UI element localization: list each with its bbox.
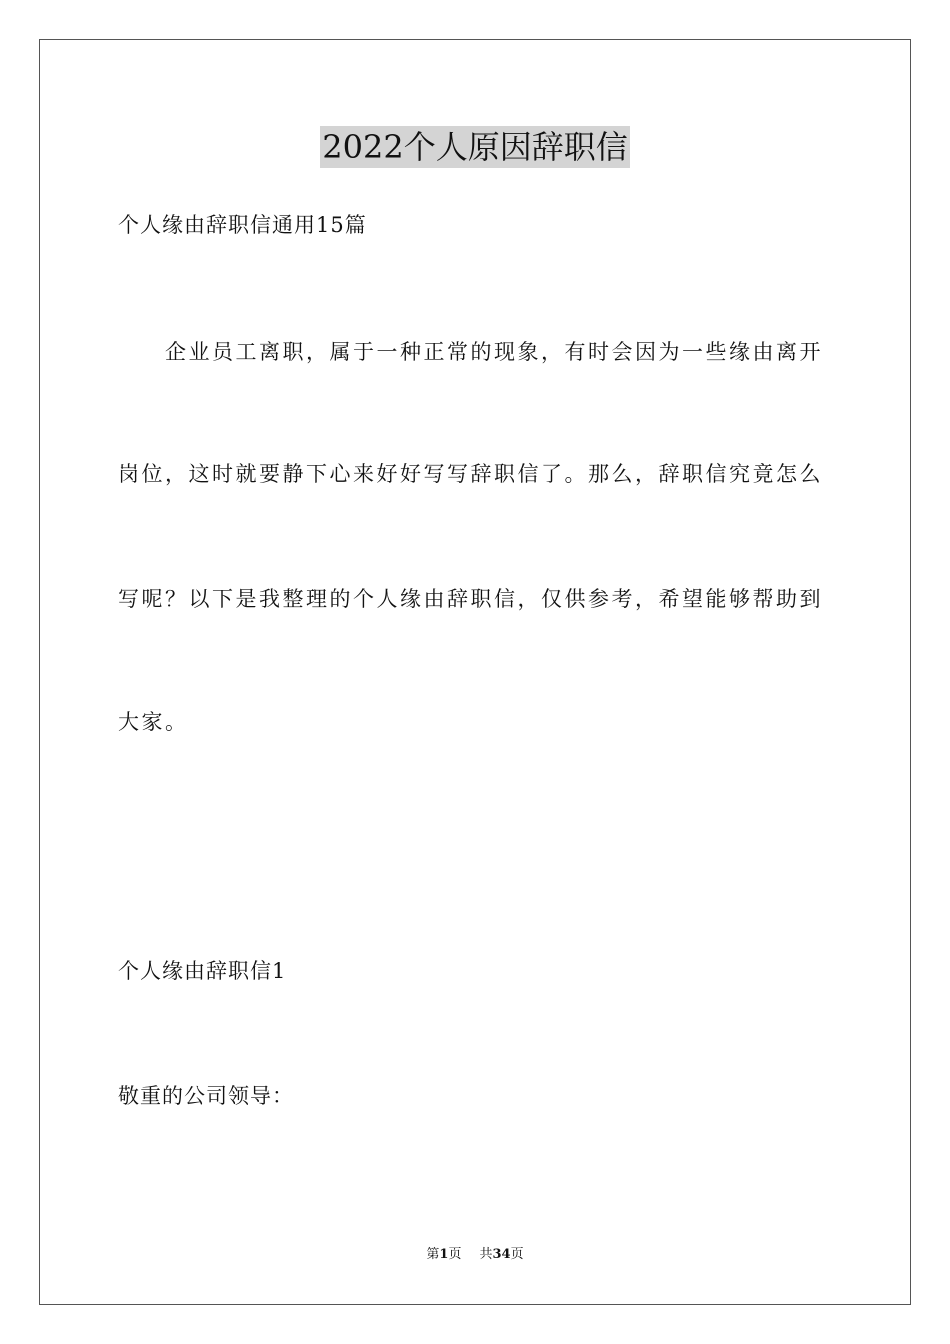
intro-paragraph-line: 写呢？以下是我整理的个人缘由辞职信，仅供参考，希望能够帮助到 — [118, 587, 823, 611]
document-title: 2022个人原因辞职信 — [322, 128, 628, 166]
page-footer — [0, 1246, 950, 1264]
page-suffix: 页 — [448, 1247, 462, 1262]
section-heading: 个人缘由辞职信1 — [118, 959, 287, 983]
total-suffix: 页 — [510, 1247, 524, 1262]
intro-paragraph-line: 企业员工离职，属于一种正常的现象，有时会因为一些缘由离开 — [118, 340, 823, 364]
page-number: 1 — [439, 1247, 449, 1262]
intro-paragraph-line: 大家。 — [118, 710, 189, 734]
document-subtitle: 个人缘由辞职信通用15篇 — [118, 213, 367, 237]
total-pages: 34 — [492, 1247, 511, 1262]
letter-salutation: 敬重的公司领导： — [118, 1084, 294, 1108]
intro-paragraph-line: 岗位，这时就要静下心来好好写写辞职信了。那么，辞职信究竟怎么 — [118, 462, 823, 486]
total-prefix: 共 — [479, 1247, 493, 1262]
page-prefix: 第 — [426, 1247, 440, 1262]
title-container — [0, 126, 950, 168]
